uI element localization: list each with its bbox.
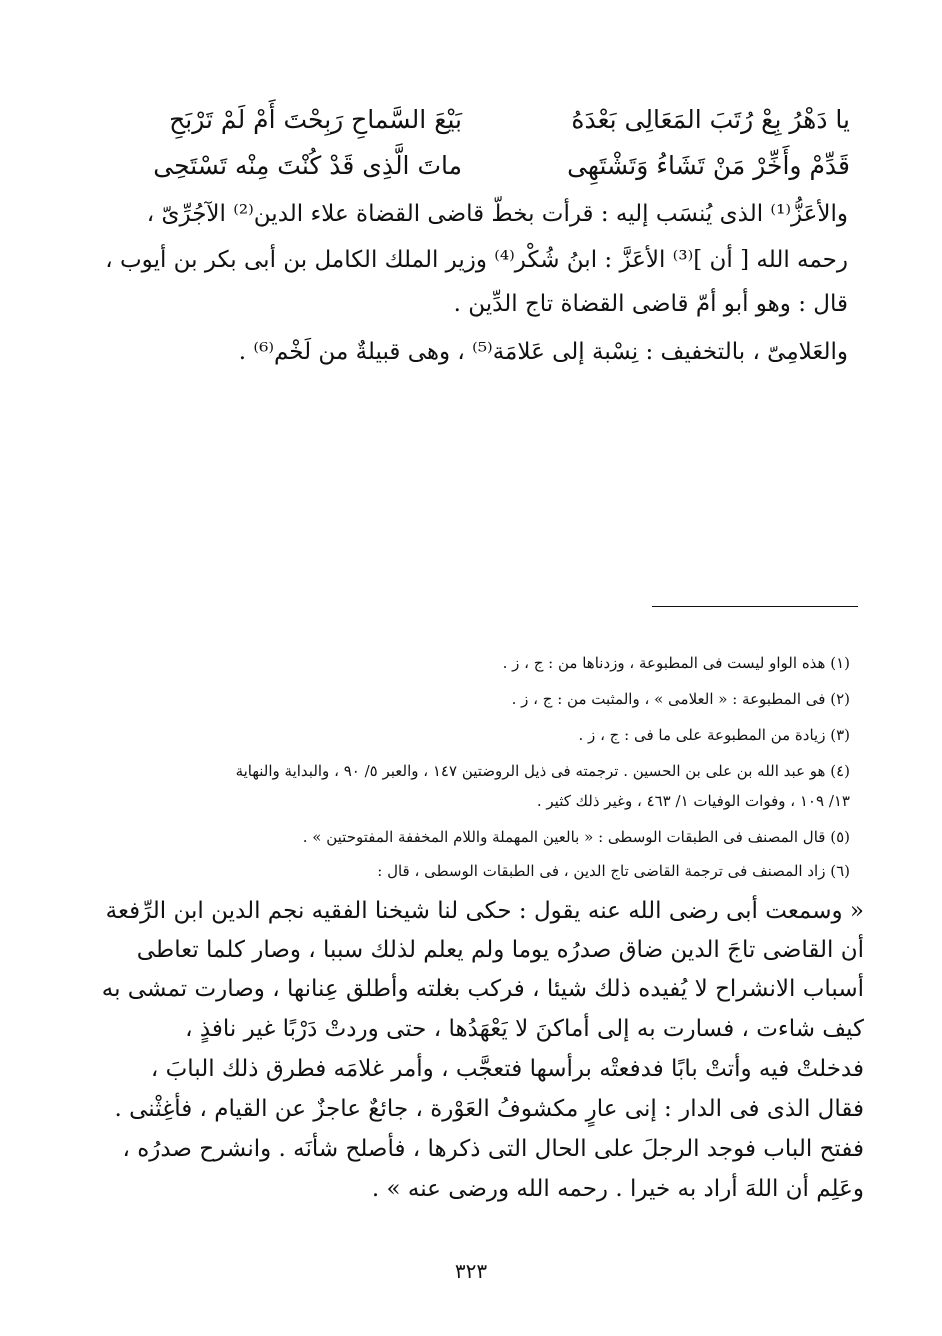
quote-line: وعَلِم أن اللهَ أراد به خيرا . رحمه الله ورضى عنه » . xyxy=(371,1176,864,1202)
quote-line: كيف شاءت ، فسارت به إلى أماكنَ لا يَعْهَدُها ، حتى وردتْ دَرْبًا غير نافذٍ ، xyxy=(185,1016,864,1042)
quote-line: أسباب الانشراح لا يُفيده ذلك شيئا ، فركب بغلته وأطلق عِنانها ، وصارت تمشى به xyxy=(101,976,864,1002)
footnote: (٦) زاد المصنف فى ترجمة القاضى تاج الدين ، فى الطبقات الوسطى ، قال : xyxy=(377,862,850,880)
body-line: رحمه الله [ أن ]⁽³⁾ الأعَزَّ : ابنُ شُكْر⁽⁴⁾ وزير الملك الكامل بن أبى بكر بن أيوب ، xyxy=(105,247,848,273)
footnote: (٢) فى المطبوعة : « العلامى » ، والمثبت من : ج ، ز . xyxy=(511,690,850,708)
verse-line xyxy=(0,100,942,140)
verse-first-hemistich: قَدِّمْ وأَخِّرْ مَنْ تَشَاءُ وَتَشْتَهِى xyxy=(567,151,850,180)
body-line: قال : وهو أبو أمّ قاضى القضاة تاج الدِّين . xyxy=(453,291,848,317)
body-line: والأعَزُّ⁽¹⁾ الذى يُنسَب إليه : قرأت بخطّ قاضى القضاة علاء الدين⁽²⁾ الآجُرِّىّ ، xyxy=(146,201,848,227)
footnote: (٥) قال المصنف فى الطبقات الوسطى : « بالعين المهملة واللام المخففة المفتوحتين » . xyxy=(302,828,850,846)
quote-line: ففتح الباب فوجد الرجلَ على الحال التى ذكرها ، فأصلح شأنَه . وانشرح صدرُه ، xyxy=(122,1136,864,1162)
quote-line: فدخلتْ فيه وأتتْ بابًا فدفعتْه برأسها فتعجَّب ، وأمر غلامَه فطرق ذلك البابَ ، xyxy=(150,1056,864,1082)
footnote: (٤) هو عبد الله بن على بن الحسين . ترجمته فى ذيل الروضتين ١٤٧ ، والعبر ٥/ ٩٠ ، والبداية والنهاية xyxy=(235,762,850,780)
page-number: ٣٢٣ xyxy=(454,1259,488,1283)
verse-line xyxy=(0,146,942,186)
footnote-divider xyxy=(652,606,858,607)
footnote: (١) هذه الواو ليست فى المطبوعة ، وزدناها من : ج ، ز . xyxy=(502,654,850,672)
verse-second-hemistich: بَيْعَ السَّماحِ رَبِحْتَ أَمْ لَمْ تَرْبَحِ xyxy=(169,105,462,134)
verse-second-hemistich: ماتَ الَّذِى قَدْ كُنْتَ مِنْه تَسْتَحِى xyxy=(153,151,462,180)
footnote: (٣) زيادة من المطبوعة على ما فى : ج ، ز . xyxy=(578,726,850,744)
quote-line: فقال الذى فى الدار : إنى عارٍ مكشوفُ العَوْرة ، جائعٌ عاجزٌ عن القيام ، فأغِثْنى . xyxy=(114,1096,864,1122)
body-line: والعَلامِىّ ، بالتخفيف : نِسْبة إلى عَلامَة⁽⁵⁾ ، وهى قبيلةٌ من لَخْم⁽⁶⁾ . xyxy=(238,339,848,365)
footnote: ١٣/ ١٠٩ ، وفوات الوفيات ١/ ٤٦٣ ، وغير ذلك كثير . xyxy=(536,792,850,810)
verse-first-hemistich: يا دَهْرُ بِعْ رُتَبَ المَعَالِى بَعْدَهُ xyxy=(571,105,850,134)
quote-line: « وسمعت أبى رضى الله عنه يقول : حكى لنا شيخنا الفقيه نجم الدين ابن الرِّفعة xyxy=(105,898,864,924)
quote-line: أن القاضى تاجَ الدين ضاق صدرُه يوما ولم يعلم لذلك سببا ، وصار كلما تعاطى xyxy=(136,937,864,963)
